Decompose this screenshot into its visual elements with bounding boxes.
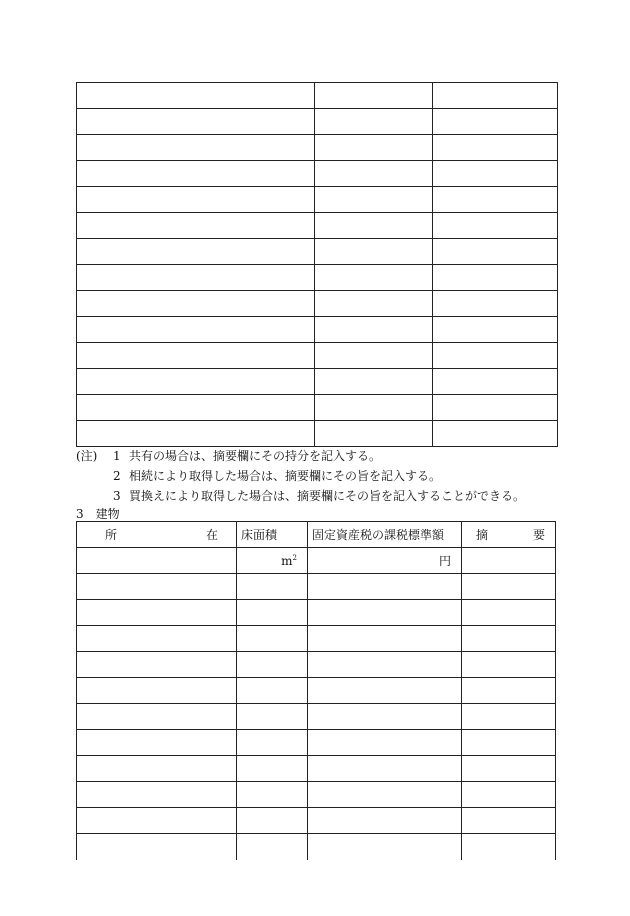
header-location: 所 在	[77, 522, 237, 548]
table-row	[77, 704, 556, 730]
table-row	[77, 265, 558, 291]
header-floor-area: 床面積	[237, 522, 308, 548]
table-row	[77, 730, 556, 756]
yen-unit: 円	[308, 548, 462, 574]
area-unit: $m^2$	[237, 548, 308, 574]
note-text: 共有の場合は、摘要欄にその持分を記入する。	[129, 449, 382, 463]
table-row	[77, 161, 558, 187]
table-row	[77, 756, 556, 782]
table-row	[77, 135, 558, 161]
note-number: 2	[113, 469, 121, 483]
note-item-3	[76, 486, 525, 506]
table-row	[77, 548, 556, 574]
table-row	[77, 626, 556, 652]
table-row	[77, 213, 558, 239]
table-row	[77, 109, 558, 135]
table-row	[77, 574, 556, 600]
section-title: 3 建物	[76, 507, 120, 521]
table-row	[77, 291, 558, 317]
note-text: 相続により取得した場合は、摘要欄にその旨を記入する。	[129, 469, 442, 483]
table-header-row	[77, 522, 556, 548]
notes-block	[76, 446, 525, 506]
note-item-1	[76, 446, 525, 466]
table-row	[77, 317, 558, 343]
table-row	[77, 83, 558, 109]
table-row	[77, 600, 556, 626]
header-tax-base: 固定資産税の課税標準額	[308, 522, 462, 548]
table-row	[77, 239, 558, 265]
land-table-continued	[76, 82, 558, 447]
table-row	[77, 395, 558, 421]
table-row	[77, 343, 558, 369]
note-number: 1	[113, 449, 121, 463]
table-row	[77, 782, 556, 808]
table-row	[77, 808, 556, 834]
header-remarks: 摘 要	[462, 522, 556, 548]
building-table	[76, 521, 556, 860]
table-row	[77, 678, 556, 704]
note-number: 3	[113, 489, 121, 503]
notes-prefix: (注)	[76, 449, 98, 463]
table-row	[77, 652, 556, 678]
note-text: 買換えにより取得した場合は、摘要欄にその旨を記入することができる。	[129, 489, 526, 503]
table-row	[77, 187, 558, 213]
table-row	[77, 834, 556, 861]
note-item-2	[76, 466, 525, 486]
table-row	[77, 421, 558, 447]
table-row	[77, 369, 558, 395]
